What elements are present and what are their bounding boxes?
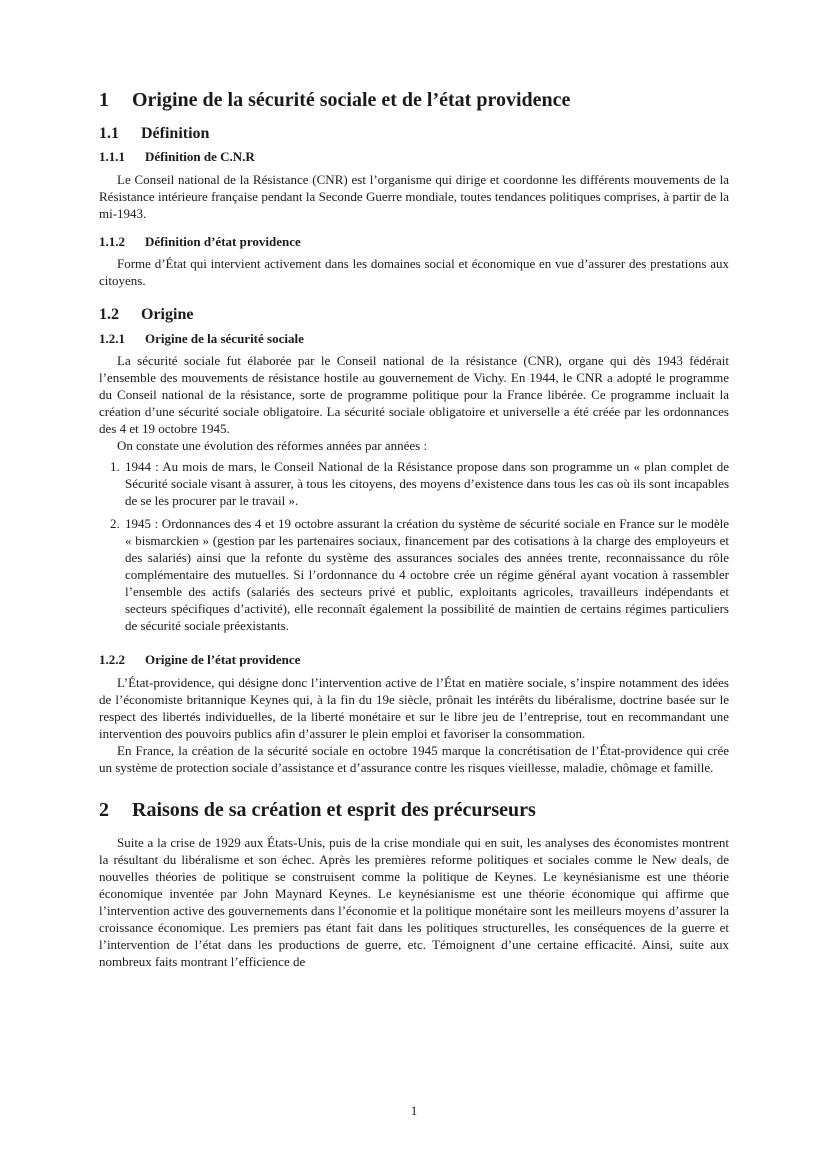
subsubsection-1-2-2-title: Origine de l’état providence bbox=[145, 652, 301, 668]
reforms-list bbox=[99, 458, 729, 634]
subsubsection-1-2-1-title: Origine de la sécurité sociale bbox=[145, 330, 304, 346]
subsection-1-1-title: Définition bbox=[141, 125, 210, 142]
subsubsection-1-2-2-number: 1.2.2 bbox=[99, 652, 125, 668]
subsubsection-1-2-1-number: 1.2.1 bbox=[99, 330, 125, 346]
subsubsection-1-1-1-title: Définition de C.N.R bbox=[145, 149, 255, 165]
welfare-state-france-paragraph: En France, la création de la sécurité sociale en octobre 1945 marque la concrétisation de l’État-providence qui crée un système de protection sociale d’assistance et d’assurance contre les risques vieillesse, maladie, chômage et famille. bbox=[99, 742, 729, 775]
creation-reasons-paragraph: Suite a la crise de 1929 aux États-Unis, puis de la crise mondiale qui en suit, les analyses des économistes montrent la résultant du libéralisme et son échec. Après les premières reforme politiques et sociales comme le New deals, de nouvelles théories de politique se construisent comme la politique de Keynes. Le keynésianisme est une théorie économique inventée par John Maynard Keynes. Le keynésianisme est une théorie économique qui affirme que l’intervention active des gouvernements dans l’économie et la politique monétaire sont les meilleurs moyens d’assurer la croissance économique. Les premiers pas étant fait dans les politiques structurelles, les conséquences de la guerre et l’intervention de l’état dans les productions de guerre, etc. Témoignent d’une certaine efficacité. Ainsi, suite aux nombreux faits montrant l’efficience de bbox=[99, 834, 729, 969]
subsubsection-1-1-2-heading bbox=[99, 234, 729, 250]
reforms-intro-paragraph: On constate une évolution des réformes années par années : bbox=[117, 438, 428, 454]
page-number: 1 bbox=[410, 1103, 418, 1118]
list-item: 2. 1945 : Ordonnances des 4 et 19 octobre assurant la création du système de sécurité sociale en France sur le modèle « bismarckien » (gestion par les partenaires sociaux, financement par des cotisations à la charge des employeurs et des salariés) ainsi que la refonte du système des assurances sociales des années trente, reconnaissance du rôle complémentaire des mutuelles. Si l’ordonnance du 4 octobre crée un régime général ayant vocation à rassembler l’ensemble des actifs (salariés des secteurs privé et public, exploitants agricoles, travailleurs indépendants et secteurs spécifiques d’activité), elle reconnaît également la possibilité de maintien de certains régimes particuliers de sécurité sociale préexistants. bbox=[123, 515, 729, 634]
section-2-heading bbox=[99, 798, 729, 822]
list-item: 1. 1944 : Au mois de mars, le Conseil National de la Résistance propose dans son programme un « plan complet de Sécurité sociale visant à assurer, à tous les citoyens, des moyens d’existence dans tous les cas où ils sont incapables de se les procurer par le travail ». bbox=[123, 458, 729, 509]
subsubsection-1-2-2-heading bbox=[99, 652, 729, 668]
section-1-heading bbox=[99, 88, 729, 112]
subsubsection-1-1-1-number: 1.1.1 bbox=[99, 149, 125, 165]
subsection-1-2-heading bbox=[99, 305, 729, 324]
subsection-1-2-title: Origine bbox=[141, 306, 194, 324]
welfare-state-origin-paragraph: L’État-providence, qui désigne donc l’intervention active de l’État en matière sociale, s’inspire notamment des idées de l’économiste britannique Keynes qui, à la fin du 19e siècle, prônait les intérêts du libéralisme, doctrine basée sur le respect des libertés individuelles, de la liberté monétaire et sur le libre jeu de l’entreprise, tout en recommandant une intervention des pouvoirs publics afin d’assurer le plein emploi et favoriser la consommation. bbox=[99, 674, 729, 741]
subsubsection-1-1-2-number: 1.1.2 bbox=[99, 233, 125, 249]
social-security-origin-paragraph: La sécurité sociale fut élaborée par le Conseil national de la résistance (CNR), organe qui dès 1943 fédérait l’ensemble des mouvements de résistance hostile au gouvernement de Vichy. En 1944, le CNR a adopté le programme du Conseil national de la résistance, sorte de programme politique pour la France libérée. Ce programme incluait la création d’une sécurité sociale obligatoire. La sécurité sociale obligatoire et universelle a été créée par les ordonnances des 4 et 19 octobre 1945. bbox=[99, 353, 729, 437]
welfare-state-definition-paragraph: Forme d’État qui intervient activement dans les domaines social et économique en vue d’assurer des prestations aux citoyens. bbox=[99, 256, 729, 289]
subsection-1-2-number: 1.2 bbox=[99, 306, 119, 324]
section-2-title: Raisons de sa création et esprit des précurseurs bbox=[132, 798, 536, 821]
document-page bbox=[99, 88, 729, 970]
subsection-1-1-heading bbox=[99, 124, 729, 143]
section-1-title: Origine de la sécurité sociale et de l’état providence bbox=[132, 89, 571, 111]
cnr-definition-paragraph: Le Conseil national de la Résistance (CNR) est l’organisme qui dirige et coordonne les différents mouvements de la Résistance intérieure française pendant la Seconde Guerre mondiale, toutes tendances politiques comprises, à partir de la mi-1943. bbox=[99, 171, 729, 221]
subsubsection-1-1-2-title: Définition d’état providence bbox=[145, 233, 301, 249]
section-2-number: 2 bbox=[99, 798, 109, 821]
section-1-number: 1 bbox=[99, 89, 109, 111]
subsubsection-1-1-1-heading bbox=[99, 149, 729, 165]
subsection-1-1-number: 1.1 bbox=[99, 125, 119, 142]
subsubsection-1-2-1-heading bbox=[99, 331, 729, 347]
